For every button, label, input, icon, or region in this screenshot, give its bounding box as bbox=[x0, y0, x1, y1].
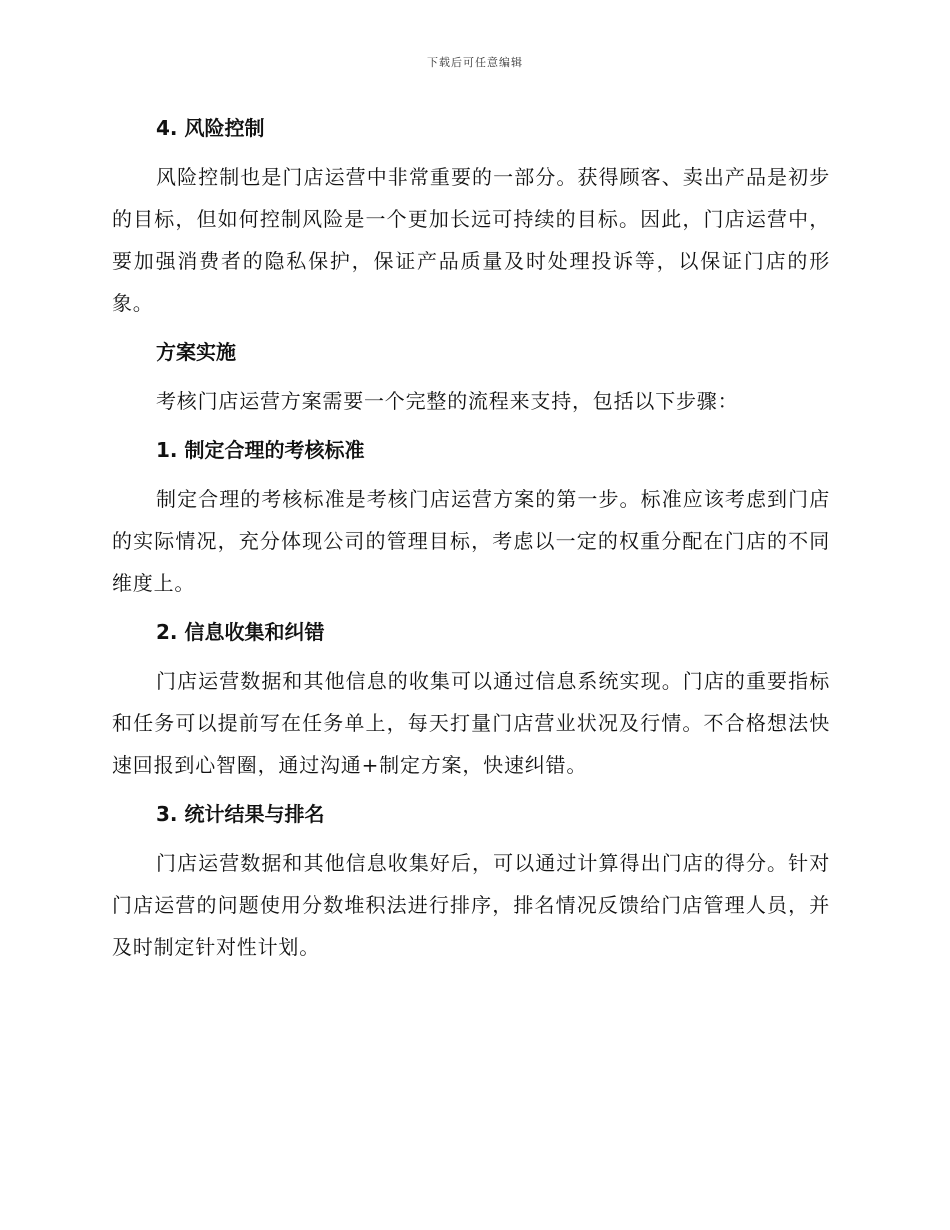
section-heading-standards: 1. 制定合理的考核标准 bbox=[156, 438, 365, 462]
section-heading-implementation: 方案实施 bbox=[156, 340, 236, 364]
section-heading-info-collection: 2. 信息收集和纠错 bbox=[156, 620, 325, 644]
document-body bbox=[112, 108, 830, 976]
section-paragraph-standards: 制定合理的考核标准是考核门店运营方案的第一步。标准应该考虑到门店的实际情况，充分体现公司的管理目标，考虑以一定的权重分配在门店的不同维度上。 bbox=[112, 487, 830, 595]
section-paragraph-ranking: 门店运营数据和其他信息收集好后，可以通过计算得出门店的得分。针对门店运营的问题使用分数堆积法进行排序，排名情况反馈给门店管理人员，并及时制定针对性计划。 bbox=[112, 851, 830, 959]
section-heading-risk-control: 4. 风险控制 bbox=[156, 116, 265, 140]
section-heading-ranking: 3. 统计结果与排名 bbox=[156, 802, 325, 826]
section-paragraph-implementation: 考核门店运营方案需要一个完整的流程来支持，包括以下步骤： bbox=[156, 389, 739, 413]
section-paragraph-risk-control: 风险控制也是门店运营中非常重要的一部分。获得顾客、卖出产品是初步的目标，但如何控制风险是一个更加长远可持续的目标。因此，门店运营中，要加强消费者的隐私保护，保证产品质量及时处理投诉等，以保证门店的形象。 bbox=[112, 165, 830, 315]
page-header-note: 下载后可任意编辑 bbox=[427, 56, 523, 69]
section-paragraph-info-collection: 门店运营数据和其他信息的收集可以通过信息系统实现。门店的重要指标和任务可以提前写在任务单上，每天打量门店营业状况及行情。不合格想法快速回报到心智圈，通过沟通+制定方案，快速纠错。 bbox=[112, 669, 830, 777]
